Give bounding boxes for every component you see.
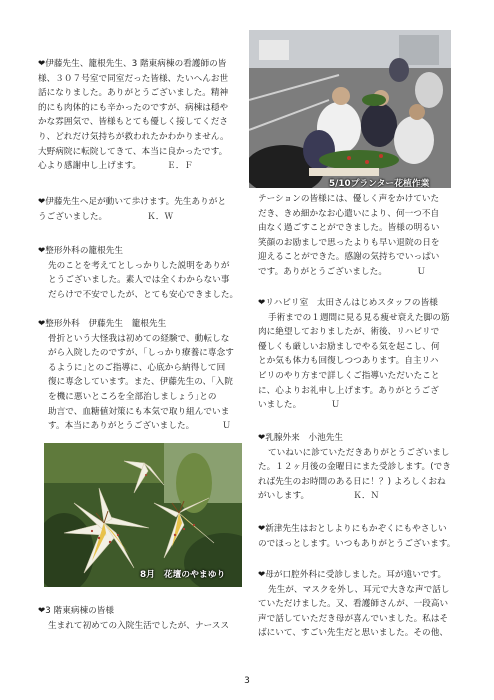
- text-line: ていねいに診ていただきありがとうございまし: [268, 447, 450, 458]
- text-line: ❤伊藤先生、籠根先生、3 階東病棟の看護師の皆: [38, 59, 227, 69]
- message-kagone: [38, 244, 244, 302]
- text-line: [38, 159, 244, 174]
- signature: Ｕ: [416, 266, 426, 277]
- text-line: [38, 419, 244, 434]
- lily-illustration: [44, 443, 242, 587]
- text-line: がら入院したのですが、｢しっかり療養に専念す: [48, 348, 234, 359]
- text-line: テーションの皆様には、優しく声をかけていた: [258, 194, 440, 204]
- signature: Ｋ．Ｎ: [353, 491, 380, 502]
- text-line: るように｣とのご指導に、心底から納得して回: [48, 362, 226, 373]
- text-line: れば先生のお時間のある日に！？) よろしくおね: [258, 476, 446, 487]
- lily-flower-photo: [44, 443, 242, 587]
- page-number: 3: [244, 676, 250, 686]
- planting-work-photo: [249, 30, 451, 188]
- message-heading: ❤リハビリ室 太田さんはじめスタッフの皆様: [258, 298, 438, 308]
- message-ito-kagone: [38, 317, 244, 434]
- text-fragment: す。本当にありがとうございました。: [48, 421, 195, 432]
- message-heading: ❤整形外科の籠根先生: [38, 246, 124, 256]
- text-line: 先のことを考えてとしっかりした説明をありが: [48, 260, 230, 271]
- text-line: り、どれだけ気持ちが救われたかわかりません。: [38, 131, 229, 142]
- text-line: 復に専念しています。また、伊藤先生の、｢入院: [48, 377, 233, 388]
- signature: Ｅ．Ｆ: [167, 161, 193, 172]
- signature: Ｋ．Ｗ: [147, 211, 174, 222]
- message-kw: [38, 195, 244, 224]
- text-line: 迎えることができた。感謝の気持ちでいっぱい: [258, 252, 440, 263]
- message-niitsu: [258, 522, 458, 551]
- text-line: 生まれて初めての入院生活でしたが、ナースス: [48, 620, 230, 631]
- text-line: [258, 489, 458, 504]
- text-line: 大野病院に転院してきて、本当に良かったです。: [38, 146, 228, 157]
- text-line: 話になりました。ありがとうございました。精神: [38, 88, 229, 99]
- text-line: のでほっとします。いつもありがとうございます。: [258, 538, 456, 549]
- text-fragment: 心より感謝申し上げます。: [38, 161, 142, 172]
- text-line: 由なく過ごすことができました。皆様の明るい: [258, 223, 440, 234]
- text-line: ❤伊藤先生へ足が動いて歩けます。先生ありがと: [38, 197, 227, 207]
- photo-caption: 8月 花壇のやまゆり: [140, 570, 226, 580]
- message-oral-surgery: [258, 568, 458, 641]
- text-line: とうございました。素人では全くわからない事: [48, 275, 230, 286]
- signature: Ｕ: [331, 400, 340, 411]
- planting-illustration: [249, 30, 451, 188]
- message-heading: ❤整形外科 伊藤先生 籠根先生: [38, 319, 167, 329]
- text-line: 先生が、マスクを外し、耳元で大きな声で話し: [268, 584, 450, 595]
- message-3east: [38, 604, 244, 633]
- text-line: ばにいて、すごい先生だと思いました。その他、: [258, 628, 448, 639]
- text-line: に、心よりお礼申し上げます。ありがとうござ: [258, 385, 439, 396]
- message-ef: [38, 57, 244, 174]
- text-fragment: いました。: [258, 400, 302, 411]
- text-line: 助言で、血糖値対策にも本気で取り組んでいま: [48, 406, 230, 417]
- text-line: [38, 210, 244, 225]
- text-line: 骨折という大怪我は初めての経験で、動転しな: [48, 333, 230, 344]
- text-line: 手術までの１週間に見る見る痩せ衰えた脚の筋: [268, 312, 450, 323]
- text-line: [258, 265, 458, 280]
- text-line: ていただけました。又、看護師さんが、一段高い: [258, 599, 449, 610]
- text-line: 的にも肉体的にも辛かったのですが、病棟は穏や: [38, 102, 229, 113]
- signature: Ｕ: [222, 421, 231, 432]
- text-line: だらけで不安でしたが、とても安心できました。: [48, 289, 239, 300]
- message-3east-cont: [258, 192, 458, 280]
- text-line: 様、３０７号室で同室だった皆様、たいへんお世: [38, 73, 229, 84]
- text-line: 声で話していただき母が喜んでいました。私はそ: [258, 613, 449, 624]
- text-line: かな雰囲気で、皆様もとても優しく接してくださ: [38, 117, 228, 128]
- text-line: ❤母が口腔外科に受診しました。耳が遠いです。: [258, 570, 447, 580]
- message-breast-clinic: [258, 431, 458, 504]
- text-line: ❤新津先生はおとしよりにもかぞくにもやさしい: [258, 524, 447, 534]
- text-line: 優しくも厳しいお励ましでやる気を起こし、何: [258, 341, 440, 352]
- text-line: ビリのやり方まで詳しくご指導いただいたこと: [258, 370, 440, 381]
- text-line: を機に悪いところを全部治しましょう｣との: [48, 391, 217, 402]
- text-line: 笑顔のお励ましで思ったよりも早い退院の日を: [258, 237, 440, 248]
- text-fragment: です。ありがとうございました。: [258, 266, 387, 277]
- photo-caption: 5/10プランター花植作業: [329, 179, 430, 188]
- text-line: とか気も体力も回復しつつあります。自主リハ: [258, 356, 439, 367]
- text-fragment: うございました。: [38, 211, 108, 222]
- message-rehab: [258, 296, 458, 413]
- text-line: [258, 398, 458, 413]
- message-heading: ❤3 階東病棟の皆様: [38, 606, 115, 616]
- message-heading: ❤乳腺外来 小池先生: [258, 433, 344, 443]
- text-line: 肉に絶望しておりましたが、術後、リハビリで: [258, 327, 440, 338]
- text-line: た。１２ヶ月後の金曜日にまた受診します。(でき: [258, 462, 451, 473]
- text-line: だき、きめ細かなお心遣いにより、何一つ不自: [258, 208, 440, 219]
- text-fragment: がいします。: [258, 491, 310, 502]
